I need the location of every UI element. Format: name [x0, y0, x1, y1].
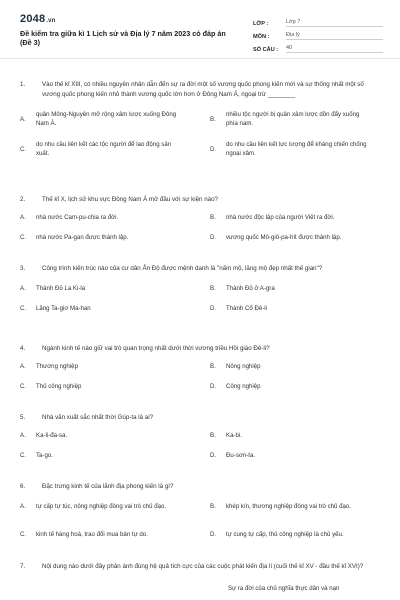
- option-letter: D.: [210, 234, 217, 241]
- question-text: Đặc trưng kinh tế của lãnh địa phong kiến là gì?: [42, 483, 174, 490]
- question-2: [20, 195, 380, 251]
- option-d[interactable]: [210, 530, 385, 539]
- option-text: tự cấp tự túc, nông nghiệp đóng vai trò chủ đạo.: [36, 503, 167, 510]
- meta-label: MÔN :: [253, 34, 270, 40]
- meta-label: LỚP :: [253, 21, 269, 27]
- meta-count: [253, 40, 383, 53]
- meta-value: Địa lý: [286, 32, 383, 40]
- option-text: quân Mông-Nguyên mở rộng xâm lược xuống Đông Nam Á.: [36, 111, 177, 127]
- option-letter: B.: [210, 363, 216, 370]
- option-letter: D.: [210, 531, 217, 538]
- option-d[interactable]: [210, 304, 370, 313]
- option-letter: D.: [210, 452, 217, 459]
- question-1: [20, 80, 380, 166]
- option-letter: D.: [210, 145, 217, 153]
- option-b[interactable]: [210, 213, 370, 222]
- option-letter: C.: [20, 531, 27, 538]
- option-text: Thành Đỏ La Ki-la: [36, 285, 86, 292]
- question-text: Vào thế kỉ XIII, có nhiều nguyên nhân dẫn đến sự ra đời một số vương quốc phong kiến mới và sự thống nhất một số vương quốc phong kiến nhỏ thành vương quốc lớn hơn ở Đông Nam Á, ngoại trừ ________: [42, 81, 364, 98]
- question-number: 6.: [20, 483, 26, 490]
- option-text: vương quốc Mô-giô-pa-hít được thành lập.: [226, 234, 342, 241]
- option-a[interactable]: [20, 502, 180, 511]
- question-text: Công trình kiến trúc nào của cư dân Ấn Độ được mệnh danh là "nấm mộ, lăng mộ đẹp nhất thế gian"?: [42, 265, 323, 272]
- option-c[interactable]: [20, 140, 180, 158]
- question-number: 1.: [20, 81, 26, 88]
- option-text: Sự ra đời của chủ nghĩa thực dân và nạn: [228, 585, 340, 592]
- option-letter: A.: [20, 115, 26, 123]
- meta-value: 40: [286, 45, 383, 53]
- page-title: Đề kiểm tra giữa kì 1 Lịch sử và Địa lý 7 năm 2023 có đáp án (Đề 3): [20, 29, 226, 48]
- option-d[interactable]: [210, 140, 370, 158]
- option-letter: B.: [210, 214, 216, 221]
- option-text: nhà nước Pa-gan được thành lập.: [36, 234, 129, 241]
- option-text: tự cung tự cấp, thủ công nghiệp là chủ yếu.: [226, 531, 344, 538]
- option-b[interactable]: [210, 362, 370, 371]
- option-text: nhiều tộc người bị quân xâm lược dồn đẩy xuống phía nam.: [226, 111, 360, 127]
- option-c[interactable]: [20, 304, 180, 313]
- option-text: kinh tế hàng hoá, trao đổi mua bán tự do.: [36, 531, 148, 538]
- option-letter: B.: [210, 115, 216, 123]
- option-text: Ka-li-đa-sa.: [36, 432, 68, 439]
- meta-label: SỐ CÂU :: [253, 47, 279, 53]
- option-letter: D.: [210, 305, 217, 312]
- option-d[interactable]: [210, 233, 370, 242]
- option-letter: A.: [20, 363, 26, 370]
- meta-value: Lớp 7: [286, 19, 383, 27]
- option-c[interactable]: [20, 233, 180, 242]
- option-text: nhà nước Cam-pu-chia ra đời.: [36, 214, 119, 221]
- option-a[interactable]: [20, 110, 180, 128]
- option-letter: A.: [20, 503, 26, 510]
- option-b[interactable]: [210, 284, 370, 293]
- option-b[interactable]: [210, 502, 370, 511]
- logo-brand: 2048: [20, 13, 46, 25]
- option-text: Lăng Ta-giơ Ma-han: [36, 305, 91, 312]
- option-text: do nhu cầu liên kết lực lượng để kháng chiến chống ngoại xâm.: [226, 141, 367, 157]
- option-text: Thương nghiệp: [36, 363, 78, 370]
- option-d[interactable]: [210, 382, 370, 391]
- option-text: Đu-sơn-ta.: [226, 452, 256, 459]
- question-text: Ngành kinh tế nào giữ vai trò quan trọng nhất dưới thời vương triều Hồi giáo Đê-li?: [42, 345, 270, 352]
- option-a[interactable]: [20, 431, 180, 440]
- option-text: do nhu cầu liên kết các tộc người để lao động sản xuất.: [36, 141, 172, 157]
- question-number: 5.: [20, 414, 26, 421]
- option-a[interactable]: [20, 284, 180, 293]
- question-number: 3.: [20, 265, 26, 272]
- option-letter: C.: [20, 234, 27, 241]
- option-a[interactable]: [20, 213, 180, 222]
- option-d[interactable]: [210, 451, 370, 460]
- option-letter: C.: [20, 145, 27, 153]
- option-c[interactable]: [20, 382, 180, 391]
- option-a[interactable]: [20, 362, 180, 371]
- meta-class: [253, 14, 383, 27]
- question-text: Nhà văn xuất sắc nhất thời Gúp-ta là ai?: [42, 414, 154, 421]
- option-letter: B.: [210, 432, 216, 439]
- option-letter: A.: [20, 214, 26, 221]
- option-letter: D.: [210, 383, 217, 390]
- option-letter: A.: [20, 432, 26, 439]
- option-letter: C.: [20, 452, 27, 459]
- question-text: Thế kỉ X, lịch sử khu vực Đông Nam Á mở đầu với sự kiện nào?: [42, 196, 218, 203]
- site-logo[interactable]: [20, 13, 56, 25]
- option-text: Công nghiệp: [226, 383, 261, 390]
- option-text: Ka-bi.: [226, 432, 242, 439]
- option-c[interactable]: [20, 451, 180, 460]
- header: [0, 0, 400, 59]
- option-b[interactable]: [210, 110, 370, 128]
- option-text: Ta-go.: [36, 452, 53, 459]
- question-5: [20, 413, 380, 469]
- option-partial[interactable]: [228, 584, 378, 593]
- option-letter: A.: [20, 285, 26, 292]
- option-text: khép kín, thương nghiệp đóng vai trò chủ đạo.: [226, 503, 351, 510]
- option-letter: B.: [210, 503, 216, 510]
- question-text: Nội dung nào dưới đây phản ánh đúng hệ quả tích cực của các cuộc phát kiến địa lí (cuối thế kỉ XV - đầu thế kỉ XVI)?: [42, 563, 364, 570]
- question-number: 4.: [20, 345, 26, 352]
- option-c[interactable]: [20, 530, 180, 539]
- option-text: Nông nghiệp: [226, 363, 261, 370]
- option-text: Thành Cổ Đê-li: [226, 305, 267, 312]
- option-letter: C.: [20, 305, 27, 312]
- option-letter: B.: [210, 285, 216, 292]
- option-text: Thủ công nghiệp: [36, 383, 82, 390]
- question-number: 2.: [20, 196, 26, 203]
- meta-subject: [253, 27, 383, 40]
- question-number: 7.: [20, 563, 26, 570]
- option-letter: C.: [20, 383, 27, 390]
- option-text: Thành Đỏ ở A-gra: [226, 285, 275, 292]
- exam-meta: [253, 14, 383, 53]
- option-b[interactable]: [210, 431, 370, 440]
- question-4: [20, 344, 380, 400]
- question-6: [20, 482, 380, 548]
- question-7: [20, 562, 380, 598]
- logo-suffix: .vn: [46, 18, 56, 24]
- question-3: [20, 264, 380, 320]
- option-text: nhà nước độc lập của người Việt ra đời.: [226, 214, 335, 221]
